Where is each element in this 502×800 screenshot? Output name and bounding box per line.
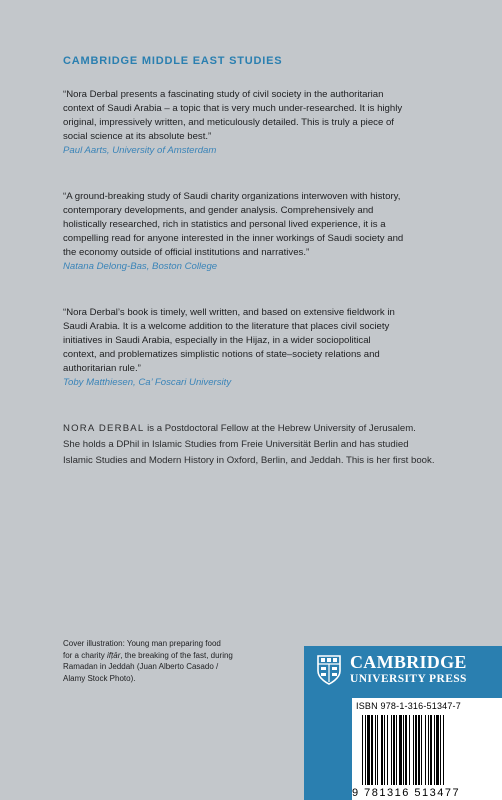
endorsement-2-attribution: Natana Delong-Bas, Boston College (63, 261, 218, 272)
cover-credit-iftar: ifṭār (107, 650, 121, 660)
barcode-bar (421, 715, 422, 785)
endorsement-1-line-2: context of Saudi Arabia – a topic that is very much under-researched. It is highly (63, 103, 403, 114)
endorsement-1 (63, 88, 468, 158)
author-bio-line-1 (63, 421, 483, 437)
barcode-bar (365, 715, 366, 785)
university-crest-icon (316, 654, 342, 686)
endorsement-3-line-3: initiatives in Saudi Arabia, especially in the Hijaz, in a wider sociopolitical (63, 335, 371, 346)
barcode-bar (440, 715, 441, 785)
cover-credit-line-2-a: for a charity (63, 650, 108, 660)
endorsement-2-line-3: holistically researched, rich in statistics and personal lived experience, it is a (63, 219, 386, 230)
endorsement-2-line-1: “A ground-breaking study of Saudi charity organizations interwoven with history, (63, 191, 401, 202)
barcode-area (352, 698, 502, 800)
isbn-label: ISBN 978-1-316-51347-7 (356, 701, 461, 711)
barcode-bar (443, 715, 444, 785)
barcode-bar (399, 715, 402, 785)
barcode-icon (360, 715, 494, 785)
endorsement-1-line-3: original, impressively written, and meticulously detailed. This is truly a piece of (63, 117, 394, 128)
barcode-number: 9 781316 513477 (352, 787, 461, 799)
barcode-bar (434, 715, 435, 785)
barcode-bar (418, 715, 420, 785)
endorsement-3 (63, 306, 468, 390)
barcode-bar (425, 715, 426, 785)
cover-credit (63, 638, 283, 684)
barcode-bar (413, 715, 414, 785)
barcode-bar (403, 715, 404, 785)
barcode-bar (384, 715, 385, 785)
cover-credit-line-3: Ramadan in Jeddah (Juan Alberto Casado / (63, 662, 219, 671)
barcode-bar (409, 715, 410, 785)
barcode-bar (396, 715, 397, 785)
barcode-bar (387, 715, 388, 785)
publisher-subname: UNIVERSITY PRESS (350, 673, 467, 685)
cover-credit-line-2-b: , the breaking of the fast, during (120, 650, 233, 660)
endorsement-3-attribution: Toby Matthiesen, Ca’ Foscari University (63, 377, 232, 388)
endorsement-3-line-1: “Nora Derbal’s book is timely, well written, and based on extensive fieldwork in (63, 307, 395, 318)
cover-credit-line-4: Alamy Stock Photo). (63, 673, 136, 683)
barcode-bar (428, 715, 429, 785)
endorsement-2-line-2: contemporary developments, and gender analysis. Comprehensively and (63, 205, 374, 216)
publisher-name: CAMBRIDGE (350, 652, 467, 672)
author-bio-line-2: She holds a DPhil in Islamic Studies from Freie Universität Berlin and has studied (63, 439, 409, 450)
author-bio-line-3: Islamic Studies and Modern History in Oxford, Berlin, and Jeddah. This is her first book. (63, 455, 435, 466)
barcode-bar (415, 715, 417, 785)
barcode-bar (362, 715, 363, 785)
barcode-bar (405, 715, 407, 785)
endorsement-2 (63, 190, 468, 274)
endorsement-1-line-1: “Nora Derbal presents a fascinating study of civil society in the authoritarian (63, 89, 384, 100)
endorsement-3-line-4: context, and problematizes simplistic notions of state–society relations and (63, 349, 380, 360)
endorsement-2-line-4: compelling read for anyone interested in the inner workings of Saudi society and (63, 233, 404, 244)
barcode-bar (367, 715, 370, 785)
endorsement-1-line-4: social science at its absolute best.” (63, 131, 212, 142)
endorsement-3-line-5: authoritarian rule.” (63, 363, 141, 374)
author-name: NORA DERBAL (63, 423, 145, 434)
endorsement-1-attribution: Paul Aarts, University of Amsterdam (63, 145, 217, 156)
barcode-bar (371, 715, 373, 785)
barcode-bar (375, 715, 376, 785)
series-title: CAMBRIDGE MIDDLE EAST STUDIES (63, 55, 283, 67)
endorsement-2-line-5: the economy outside of official institutions and narratives.” (63, 247, 310, 258)
barcode-bar (377, 715, 378, 785)
cover-credit-line-1: Cover illustration: Young man preparing food (63, 639, 221, 648)
publisher-panel (304, 646, 502, 800)
author-bio-line-1-text: is a Postdoctoral Fellow at the Hebrew University of Jerusalem. (144, 423, 416, 434)
author-bio (63, 421, 483, 469)
barcode-bar (430, 715, 432, 785)
barcode-bar (436, 715, 439, 785)
barcode-bar (391, 715, 392, 785)
cover-credit-line-2 (63, 650, 283, 662)
barcode-bar (381, 715, 383, 785)
endorsement-3-line-2: Saudi Arabia. It is a welcome addition to the literature that places civil society (63, 321, 390, 332)
barcode-bar (393, 715, 395, 785)
